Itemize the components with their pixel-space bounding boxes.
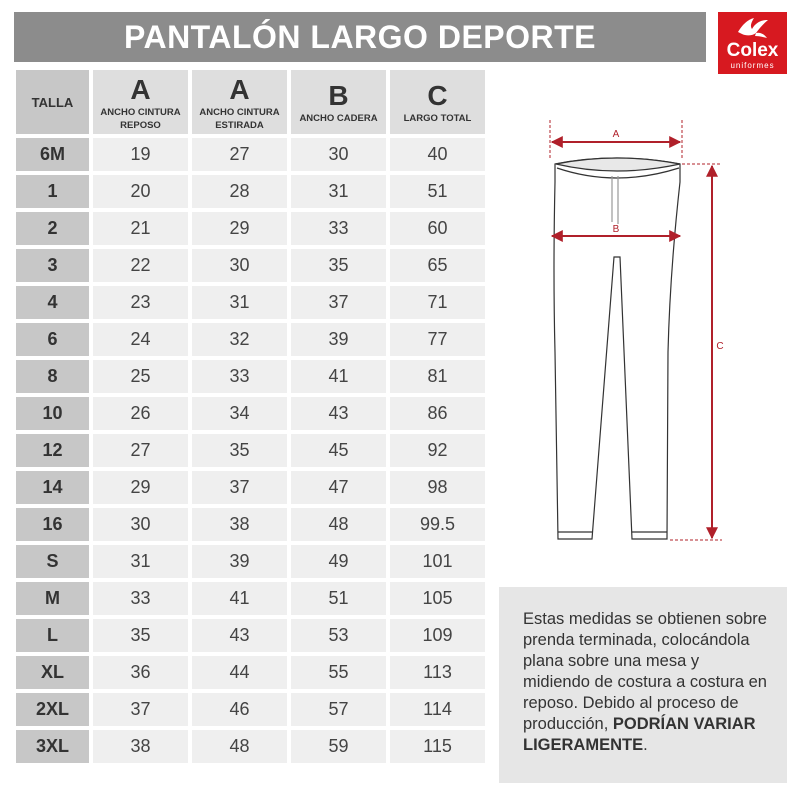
value-cell: 47 [291, 471, 386, 504]
size-cell: 2 [16, 212, 89, 245]
value-cell: 46 [192, 693, 287, 726]
value-cell: 44 [192, 656, 287, 689]
size-cell: M [16, 582, 89, 615]
size-cell: 6M [16, 138, 89, 171]
column-letter: A [130, 74, 151, 105]
value-cell: 36 [93, 656, 188, 689]
value-cell: 21 [93, 212, 188, 245]
value-cell: 115 [390, 730, 485, 763]
value-cell: 51 [291, 582, 386, 615]
value-cell: 31 [192, 286, 287, 319]
table-row [16, 434, 485, 467]
value-cell: 43 [192, 619, 287, 652]
value-cell: 48 [291, 508, 386, 541]
column-desc: ANCHO CADERA [299, 112, 378, 124]
size-table [12, 66, 489, 767]
value-cell: 41 [192, 582, 287, 615]
column-desc: ANCHO CINTURA [100, 107, 181, 118]
value-cell: 98 [390, 471, 485, 504]
size-cell: XL [16, 656, 89, 689]
value-cell: 49 [291, 545, 386, 578]
table-row [16, 730, 485, 763]
brand-logo [718, 12, 787, 74]
dimension-label-c: C [716, 341, 724, 352]
table-row [16, 138, 485, 171]
column-desc: ESTIRADA [215, 120, 264, 131]
value-cell: 31 [291, 175, 386, 208]
measurement-note [499, 587, 787, 783]
note-body: Estas medidas se obtienen sobre prenda terminada, colocándola plana sobre una mesa y midiendo de costura a costura en reposo. Debido al proceso de producción, [523, 610, 767, 733]
note-text [523, 609, 767, 756]
value-cell: 113 [390, 656, 485, 689]
value-cell: 59 [291, 730, 386, 763]
logo-sub-text: uniformes [730, 61, 775, 70]
size-cell: 16 [16, 508, 89, 541]
pants-diagram [540, 112, 730, 562]
table-row [16, 249, 485, 282]
table-row [16, 545, 485, 578]
value-cell: 99.5 [390, 508, 485, 541]
column-desc: LARGO TOTAL [403, 112, 472, 124]
table-row [16, 360, 485, 393]
value-cell: 28 [192, 175, 287, 208]
value-cell: 101 [390, 545, 485, 578]
table-row [16, 619, 485, 652]
value-cell: 43 [291, 397, 386, 430]
size-column-header: TALLA [16, 70, 89, 134]
value-cell: 27 [93, 434, 188, 467]
value-cell: 48 [192, 730, 287, 763]
value-cell: 35 [291, 249, 386, 282]
value-cell: 109 [390, 619, 485, 652]
value-cell: 39 [192, 545, 287, 578]
value-cell: 37 [192, 471, 287, 504]
size-cell: 3XL [16, 730, 89, 763]
table-row [16, 508, 485, 541]
value-cell: 30 [93, 508, 188, 541]
value-cell: 60 [390, 212, 485, 245]
value-cell: 114 [390, 693, 485, 726]
table-row [16, 582, 485, 615]
column-header-a-reposo [93, 70, 188, 134]
value-cell: 41 [291, 360, 386, 393]
table-row [16, 212, 485, 245]
value-cell: 27 [192, 138, 287, 171]
size-cell: 2XL [16, 693, 89, 726]
column-header-b [291, 70, 386, 134]
value-cell: 77 [390, 323, 485, 356]
size-rows [16, 138, 485, 763]
value-cell: 40 [390, 138, 485, 171]
value-cell: 20 [93, 175, 188, 208]
page-title: PANTALÓN LARGO DEPORTE [14, 12, 706, 62]
value-cell: 105 [390, 582, 485, 615]
column-letter: B [328, 79, 349, 111]
value-cell: 38 [93, 730, 188, 763]
value-cell: 34 [192, 397, 287, 430]
value-cell: 51 [390, 175, 485, 208]
value-cell: 29 [93, 471, 188, 504]
table-row [16, 286, 485, 319]
size-cell: L [16, 619, 89, 652]
value-cell: 22 [93, 249, 188, 282]
column-header-c [390, 70, 485, 134]
note-end: . [643, 736, 648, 754]
size-cell: 8 [16, 360, 89, 393]
value-cell: 30 [192, 249, 287, 282]
size-cell: 4 [16, 286, 89, 319]
value-cell: 57 [291, 693, 386, 726]
value-cell: 33 [93, 582, 188, 615]
table-row [16, 693, 485, 726]
size-cell: 3 [16, 249, 89, 282]
value-cell: 33 [192, 360, 287, 393]
value-cell: 39 [291, 323, 386, 356]
value-cell: 23 [93, 286, 188, 319]
note-warning: PODRÍAN VARIAR LIGERAMENTE [523, 715, 756, 754]
column-desc: ANCHO CINTURA [199, 107, 280, 118]
value-cell: 31 [93, 545, 188, 578]
value-cell: 65 [390, 249, 485, 282]
value-cell: 25 [93, 360, 188, 393]
table-row [16, 397, 485, 430]
dimension-label-a: A [612, 129, 620, 140]
table-row [16, 323, 485, 356]
logo-brand-text: Colex [726, 40, 779, 61]
value-cell: 71 [390, 286, 485, 319]
size-cell: 12 [16, 434, 89, 467]
table-row [16, 175, 485, 208]
value-cell: 32 [192, 323, 287, 356]
column-letter: A [229, 74, 250, 105]
dimension-label-b: B [612, 224, 620, 235]
value-cell: 55 [291, 656, 386, 689]
value-cell: 35 [93, 619, 188, 652]
value-cell: 37 [291, 286, 386, 319]
value-cell: 37 [93, 693, 188, 726]
value-cell: 24 [93, 323, 188, 356]
value-cell: 19 [93, 138, 188, 171]
value-cell: 92 [390, 434, 485, 467]
value-cell: 33 [291, 212, 386, 245]
value-cell: 26 [93, 397, 188, 430]
size-cell: 10 [16, 397, 89, 430]
pants-outline [554, 158, 680, 539]
size-cell: 1 [16, 175, 89, 208]
value-cell: 30 [291, 138, 386, 171]
column-header-a-estirada [192, 70, 287, 134]
value-cell: 45 [291, 434, 386, 467]
table-row [16, 656, 485, 689]
value-cell: 86 [390, 397, 485, 430]
value-cell: 29 [192, 212, 287, 245]
column-letter: C [427, 79, 448, 111]
value-cell: 53 [291, 619, 386, 652]
table-row [16, 471, 485, 504]
header-row [16, 70, 485, 134]
column-desc: REPOSO [120, 120, 161, 131]
value-cell: 38 [192, 508, 287, 541]
value-cell: 81 [390, 360, 485, 393]
size-cell: 14 [16, 471, 89, 504]
size-cell: S [16, 545, 89, 578]
value-cell: 35 [192, 434, 287, 467]
size-cell: 6 [16, 323, 89, 356]
